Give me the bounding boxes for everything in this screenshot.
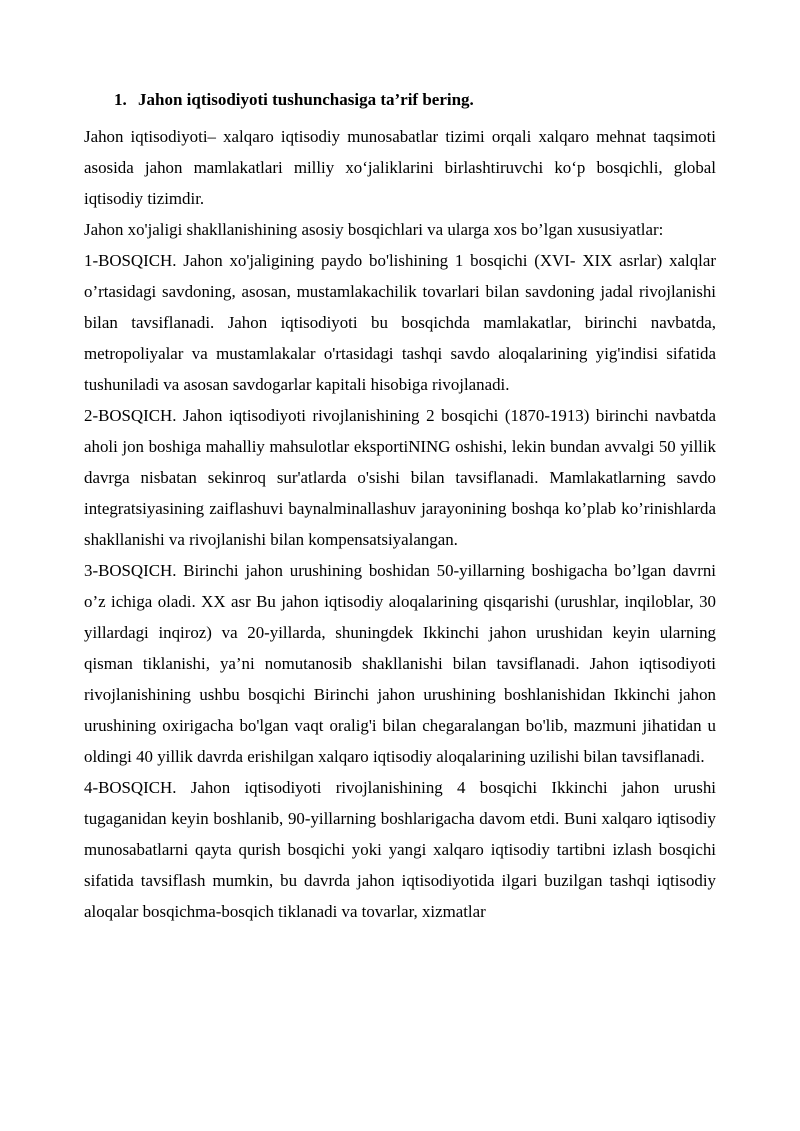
paragraph-stages-intro: Jahon xo'jaligi shakllanishining asosiy bosqichlari va ularga xos bo’lgan xususiyatlar: (84, 220, 664, 239)
paragraph-stage-1: 1-BOSQICH. Jahon xo'jaligining paydo bo'lishining 1 bosqichi (XVI- XIX asrlar) xalqlar o’rtasidagi savdoning, asosan, mustamlakachilik tovarlari bilan savdoning jadal rivojlanishi bilan tavsiflanadi. Jahon iqtisodiyoti bu bosqichda mamlakatlar, birinchi navbatda, metropoliyalar va mustamlakalar o'rtasidagi tashqi savdo aloqalarining yig'indisi sifatida tushuniladi va asosan savdogarlar kapitali hisobiga rivojlanadi. (84, 251, 716, 394)
heading-text: Jahon iqtisodiyoti tushunchasiga ta’rif bering. (138, 90, 474, 109)
paragraph-stage-3: 3-BOSQICH. Birinchi jahon urushining boshidan 50-yillarning boshigacha bo’lgan davrni o’z ichiga oladi. XX asr Bu jahon iqtisodiy aloqalarining qisqarishi (urushlar, inqiloblar, 30 yillardagi inqiroz) va 20-yillarda, shuningdek Ikkinchi jahon urushidan keyin ularning qisman tiklanishi, ya’ni nomutanosib shakllanishi bilan tavsiflanadi. Jahon iqtisodiyoti rivojlanishining ushbu bosqichi Birinchi jahon urushining boshlanishidan Ikkinchi jahon urushining oxirigacha bo'lgan vaqt oralig'i bilan chegaralangan bo'lib, mazmuni jihatidan u oldingi 40 yillik davrda erishilgan xalqaro iqtisodiy aloqalarining uzilishi bilan tavsiflanadi. (84, 561, 716, 766)
paragraph-definition: Jahon iqtisodiyoti– xalqaro iqtisodiy munosabatlar tizimi orqali xalqaro mehnat taqsimoti asosida jahon mamlakatlari milliy xo‘jaliklarini birlashtiruvchi ko‘p bosqichli, global iqtisodiy tizimdir. (84, 127, 716, 208)
document-page (84, 88, 716, 927)
paragraph-stage-2: 2-BOSQICH. Jahon iqtisodiyoti rivojlanishining 2 bosqichi (1870-1913) birinchi navbatda aholi jon boshiga mahalliy mahsulotlar eksportiNING oshishi, lekin bundan avvalgi 50 yillik davrga nisbatan sekinroq sur'atlarda o'sishi bilan tavsiflanadi. Mamlakatlarning savdo integratsiyasining zaiflashuvi baynalminallashuv jarayonining boshqa ko’plab ko’rinishlarda shakllanishi va rivojlanishi bilan kompensatsiyalangan. (84, 406, 716, 549)
paragraph-stage-4: 4-BOSQICH. Jahon iqtisodiyoti rivojlanishining 4 bosqichi Ikkinchi jahon urushi tugaganidan keyin boshlanib, 90-yillarning boshlarigacha davom etdi. Buni xalqaro iqtisodiy munosabatlarni qayta qurish bosqichi yoki yangi xalqaro iqtisodiy tartibni izlash bosqichi sifatida tavsiflash mumkin, bu davrda jahon iqtisodiyotida ilgari buzilgan tashqi iqtisodiy aloqalar bosqichma-bosqich tiklanadi va tovarlar, xizmatlar (84, 778, 716, 921)
question-heading (114, 88, 716, 112)
heading-number: 1. (114, 90, 127, 109)
